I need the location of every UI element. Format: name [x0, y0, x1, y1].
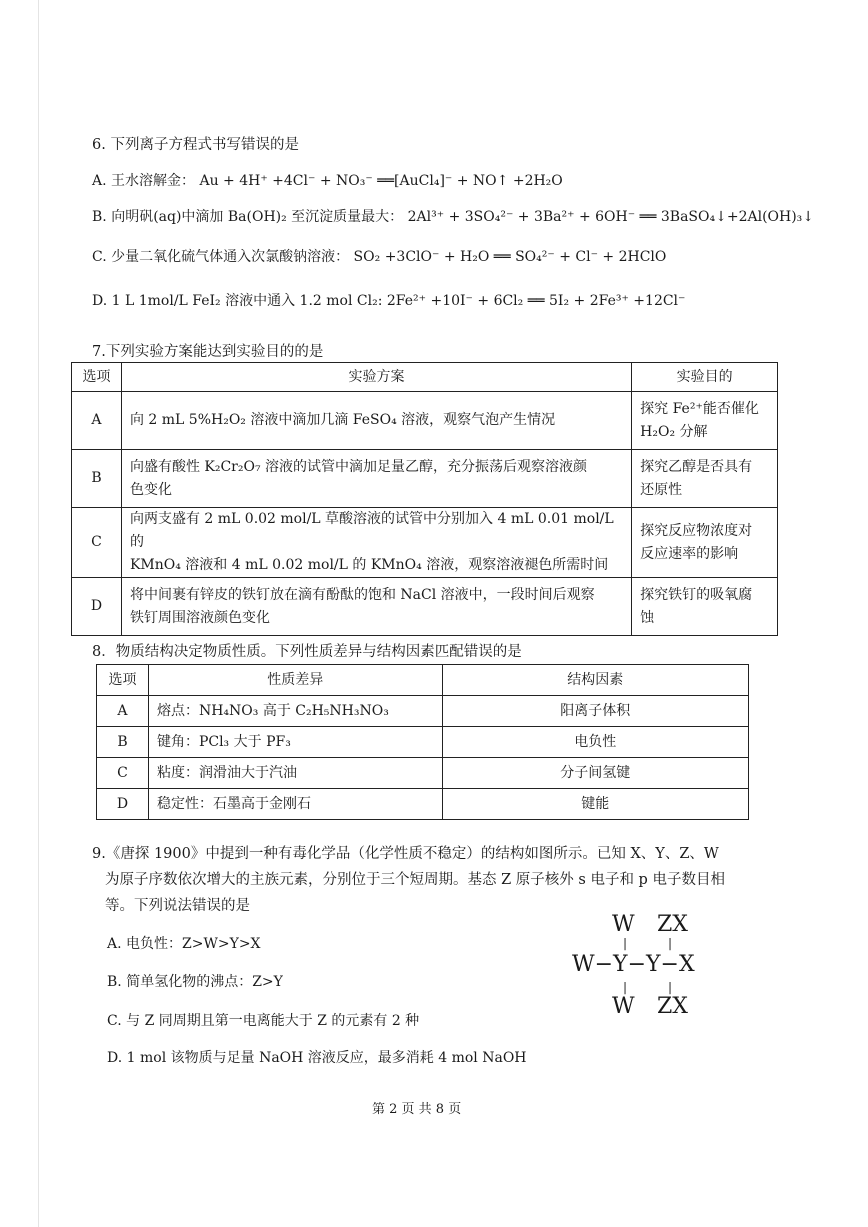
q7-row-plan [121, 450, 631, 508]
q8-row-property: 键角：PCl₃ 大于 PF₃ [148, 727, 442, 758]
q7-row-aim [632, 450, 778, 508]
q7-row-plan [121, 392, 631, 450]
q6-option-b: B. 向明矾(aq)中滴加 Ba(OH)₂ 至沉淀质量最大： 2Al³⁺ + 3SO₄²⁻ + 3Ba²⁺ + 6OH⁻ ══ 3BaSO₄↓+2Al(OH)₃↓ [92, 209, 815, 225]
q8-header-factor: 结构因素 [442, 665, 748, 696]
q8-row-factor: 阳离子体积 [442, 696, 748, 727]
q9-stem-line1: 9.《唐探 1900》中提到一种有毒化学品（化学性质不稳定）的结构如图所示。已知 X、Y、Z、W [92, 846, 719, 862]
q8-row [97, 789, 749, 820]
q7-row-aim-line2: 反应速率的影响 [640, 545, 739, 562]
q8-row-property: 稳定性：石墨高于金刚石 [148, 789, 442, 820]
q7-row-plan-line2: KMnO₄ 溶液和 4 mL 0.02 mol/L 的 KMnO₄ 溶液，观察溶液褪色所需时间 [129, 557, 609, 573]
q7-header-plan: 实验方案 [121, 363, 631, 392]
q8-row [97, 727, 749, 758]
q7-row-aim [632, 578, 778, 636]
q7-row-plan [121, 578, 631, 636]
q7-row-aim-line2: 还原性 [640, 481, 683, 498]
structure-bottom-left: W [612, 994, 635, 1019]
q8-header-option: 选项 [97, 665, 149, 696]
q7-row-aim-line1: 探究乙醇是否具有 [640, 458, 753, 475]
q8-row-key: A [97, 696, 149, 727]
q7-header-row [72, 363, 778, 392]
q7-row-aim-line1: 探究反应物浓度对 [640, 522, 753, 539]
q8-row-factor: 电负性 [442, 727, 748, 758]
q8-row [97, 758, 749, 789]
scan-edge-line [38, 0, 39, 1227]
page-footer: 第 2 页 共 8 页 [372, 1102, 462, 1117]
q9-structure-figure [572, 912, 722, 1022]
q8-header-property: 性质差异 [148, 665, 442, 696]
q8-row-factor: 分子间氢键 [442, 758, 748, 789]
q8-header-row [97, 665, 749, 696]
q7-row-aim [632, 392, 778, 450]
q7-header-aim: 实验目的 [632, 363, 778, 392]
structure-middle-chain: W−Y−Y−X [572, 952, 695, 977]
q8-row-property: 熔点：NH₄NO₃ 高于 C₂H₅NH₃NO₃ [148, 696, 442, 727]
q8-row [97, 696, 749, 727]
q7-row-aim-line1: 探究 Fe²⁺能否催化 [640, 400, 759, 417]
q8-title: 8．物质结构决定物质性质。下列性质差异与结构因素匹配错误的是 [92, 644, 522, 660]
q7-row-key: D [72, 578, 122, 636]
q6-title: 6. 下列离子方程式书写错误的是 [92, 137, 299, 153]
q7-row-plan-line1: 向 2 mL 5%H₂O₂ 溶液中滴加几滴 FeSO₄ 溶液，观察气泡产生情况 [129, 412, 556, 428]
q7-row-plan-line2: 铁钉周围溶液颜色变化 [129, 609, 270, 626]
q7-row-aim-line2: H₂O₂ 分解 [640, 423, 708, 440]
structure-top-left: W [612, 912, 635, 937]
q6-option-d: D. 1 L 1mol/L FeI₂ 溶液中通入 1.2 mol Cl₂: 2Fe²⁺ +10I⁻ + 6Cl₂ ══ 5I₂ + 2Fe³⁺ +12Cl⁻ [92, 293, 686, 309]
q7-row-plan-line1: 将中间裹有锌皮的铁钉放在滴有酚酞的饱和 NaCl 溶液中，一段时间后观察 [129, 586, 595, 603]
structure-bond-top-right: | [668, 936, 673, 950]
q7-row-key: C [72, 508, 122, 578]
structure-bond-bottom-right: | [668, 980, 673, 994]
q7-row-key: A [72, 392, 122, 450]
q8-table [96, 664, 749, 820]
q9-option-d: D. 1 mol 该物质与足量 NaOH 溶液反应，最多消耗 4 mol NaOH [107, 1050, 527, 1066]
q7-row-key: B [72, 450, 122, 508]
q6-option-a: A. 王水溶解金： Au + 4H⁺ +4Cl⁻ + NO₃⁻ ══[AuCl₄]⁻ + NO↑ +2H₂O [92, 173, 563, 189]
structure-bond-top-left: | [623, 936, 628, 950]
q9-option-a: A. 电负性：Z>W>Y>X [107, 936, 261, 952]
q6-option-c: C. 少量二氧化硫气体通入次氯酸钠溶液： SO₂ +3ClO⁻ + H₂O ══ SO₄²⁻ + Cl⁻ + 2HClO [92, 249, 667, 265]
q7-row-plan [121, 508, 631, 578]
q7-row [72, 578, 778, 636]
q7-table [71, 362, 778, 636]
q7-title: 7.下列实验方案能达到实验目的的是 [92, 344, 324, 360]
q7-row [72, 392, 778, 450]
q8-row-key: D [97, 789, 149, 820]
q7-row [72, 450, 778, 508]
q9-option-b: B. 简单氢化物的沸点：Z>Y [107, 974, 283, 990]
q8-row-factor: 键能 [442, 789, 748, 820]
q8-row-key: B [97, 727, 149, 758]
q8-row-key: C [97, 758, 149, 789]
q9-stem-line2: 为原子序数依次增大的主族元素，分别位于三个短周期。基态 Z 原子核外 s 电子和 p 电子数目相 [105, 872, 725, 888]
q7-row-aim-line1: 探究铁钉的吸氧腐 [640, 586, 753, 603]
q8-row-property: 粘度：润滑油大于汽油 [148, 758, 442, 789]
q7-row-plan-line1: 向盛有酸性 K₂Cr₂O₇ 溶液的试管中滴加足量乙醇，充分振荡后观察溶液颜 [129, 458, 588, 475]
q7-row-plan-line1: 向两支盛有 2 mL 0.02 mol/L 草酸溶液的试管中分别加入 4 mL 0.01 mol/L 的 [129, 511, 614, 550]
q7-row [72, 508, 778, 578]
q9-stem-line3: 等。下列说法错误的是 [105, 898, 250, 914]
structure-top-right: ZX [657, 912, 688, 937]
structure-bond-bottom-left: | [623, 980, 628, 994]
structure-bottom-right: ZX [657, 994, 688, 1019]
q7-row-aim [632, 508, 778, 578]
q9-option-c: C. 与 Z 同周期且第一电离能大于 Z 的元素有 2 种 [107, 1013, 420, 1029]
q7-header-option: 选项 [72, 363, 122, 392]
q7-row-plan-line2: 色变化 [129, 481, 172, 498]
q7-row-aim-line2: 蚀 [640, 609, 655, 626]
